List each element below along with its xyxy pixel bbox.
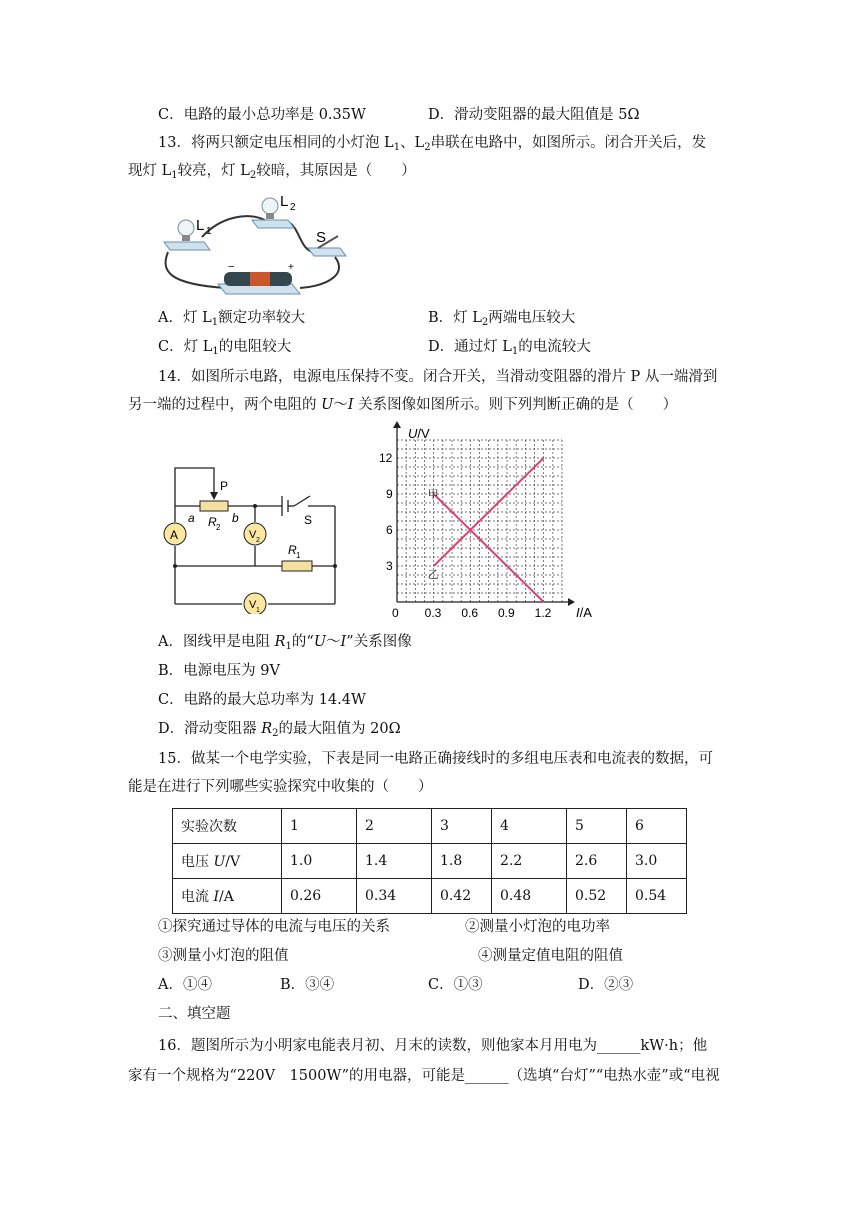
svg-text:2: 2 bbox=[256, 537, 260, 544]
q15-stem-line1: 15．做某一个电学实验，下表是同一电路正确接线时的多组电压表和电流表的数据，可 bbox=[158, 751, 713, 767]
x-tick-label: 1.2 bbox=[534, 606, 552, 620]
x-axis-label: I/A bbox=[576, 605, 592, 620]
svg-text:S: S bbox=[304, 513, 313, 527]
svg-text:2: 2 bbox=[290, 202, 296, 213]
x-tick-label: 0.3 bbox=[424, 606, 442, 620]
table-row-current: 电流 I/A 0.26 0.34 0.42 0.48 0.52 0.54 bbox=[173, 879, 687, 914]
q14-option-a: A．图线甲是电阻 $R_1$的“U～I”关系图像 bbox=[158, 634, 412, 652]
table-header-row: 实验次数 1 2 3 4 5 6 bbox=[173, 809, 687, 844]
q16-stem-line1: 16．题图所示为小明家电能表月初、月末的读数，则他家本月用电为______kW·h；他 bbox=[158, 1038, 708, 1054]
q15-item-2: ②测量小灯泡的电功率 bbox=[465, 919, 610, 935]
q14-stem-line2: 另一端的过程中，两个电阻的 U～I 关系图像如图所示。则下列判断正确的是（ ） bbox=[128, 397, 678, 413]
svg-text:P: P bbox=[220, 479, 229, 493]
section-heading: 二、填空题 bbox=[158, 1006, 231, 1022]
q16-stem-line2: 家有一个规格为“220V 1500W”的用电器，可能是______（选填“台灯”“电热水壶”或“电视 bbox=[128, 1068, 720, 1084]
svg-text:V: V bbox=[249, 599, 257, 611]
svg-text:2: 2 bbox=[216, 523, 221, 532]
y-tick-label: 3 bbox=[386, 559, 393, 573]
svg-text:A: A bbox=[170, 528, 179, 542]
y-tick-label: 9 bbox=[386, 487, 393, 501]
svg-text:R: R bbox=[208, 515, 217, 529]
blank-2[interactable]: ______ bbox=[465, 1068, 509, 1084]
svg-text:S: S bbox=[316, 229, 327, 246]
svg-text:1: 1 bbox=[256, 607, 260, 614]
series-label-2: 乙 bbox=[427, 569, 439, 581]
y-axis-label: U/V bbox=[408, 426, 430, 441]
q14-circuit-diagram bbox=[160, 462, 350, 614]
svg-text:−: − bbox=[228, 261, 235, 273]
bulb-l1-icon bbox=[178, 220, 194, 236]
table-row-voltage: 电压 U/V 1.0 1.4 1.8 2.2 2.6 3.0 bbox=[173, 844, 687, 879]
q12-option-d: D．滑动变阻器的最大阻值是 5Ω bbox=[428, 107, 640, 123]
q15-item-3: ③测量小灯泡的阻值 bbox=[158, 948, 289, 964]
resistor-r1 bbox=[282, 561, 312, 571]
svg-text:L: L bbox=[280, 193, 289, 210]
q15-stem-line2: 能是在进行下列哪些实验探究中收集的（ ） bbox=[128, 779, 433, 795]
bulb-l2-icon bbox=[262, 198, 278, 214]
q15-data-table bbox=[172, 808, 687, 914]
slider-arrow-icon bbox=[210, 492, 218, 500]
y-tick-label: 12 bbox=[379, 451, 393, 465]
q13-stem-line2: 现灯 $L_1$较亮，灯 $L_2$较暗，其原因是（ ） bbox=[128, 163, 416, 181]
q15-item-1: ①探究通过导体的电流与电压的关系 bbox=[158, 919, 390, 935]
svg-text:a: a bbox=[188, 511, 195, 525]
svg-text:b: b bbox=[232, 511, 239, 525]
series-label-1: 甲 bbox=[427, 489, 439, 501]
q13-option-d: D．通过灯 $L_1$的电流较大 bbox=[428, 339, 591, 357]
x-tick-label: 0.9 bbox=[498, 606, 515, 620]
u-i-graph bbox=[370, 418, 610, 626]
svg-text:L: L bbox=[196, 217, 205, 234]
q15-item-4: ④测量定值电阻的阻值 bbox=[478, 948, 623, 964]
q14-stem-line1: 14．如图所示电路，电源电压保持不变。闭合开关，当滑动变阻器的滑片 P 从一端滑到 bbox=[158, 369, 718, 385]
x-tick-label: 0.6 bbox=[461, 606, 479, 620]
q15-option-b: B．③④ bbox=[280, 977, 335, 993]
q13-option-a: A．灯 $L_1$额定功率较大 bbox=[158, 310, 306, 328]
svg-text:V: V bbox=[249, 529, 257, 541]
resistor-r2 bbox=[200, 501, 228, 511]
q14-option-b: B．电源电压为 9V bbox=[158, 663, 280, 679]
q15-option-d: D．②③ bbox=[578, 977, 634, 993]
q15-option-a: A．①④ bbox=[158, 977, 212, 993]
q13-circuit-figure bbox=[160, 192, 350, 300]
y-axis-arrow-icon bbox=[393, 421, 401, 428]
origin-label: 0 bbox=[392, 606, 399, 620]
svg-text:1: 1 bbox=[206, 226, 212, 237]
q13-option-b: B．灯 $L_2$两端电压较大 bbox=[428, 310, 576, 328]
svg-text:+: + bbox=[288, 262, 294, 273]
blank-1[interactable]: ______ bbox=[596, 1038, 641, 1054]
q13-option-c: C．灯 $L_1$的电阻较大 bbox=[158, 339, 292, 357]
x-axis-arrow-icon bbox=[568, 598, 575, 606]
y-tick-label: 6 bbox=[386, 523, 393, 537]
svg-text:R: R bbox=[288, 543, 297, 557]
q15-option-c: C．①③ bbox=[428, 977, 483, 993]
q13-stem-line1: 13．将两只额定电压相同的小灯泡 $L_1$、$L_2$串联在电路中，如图所示。闭合开关后，发 bbox=[158, 135, 707, 153]
q14-option-c: C．电路的最大总功率为 14.4W bbox=[158, 692, 366, 708]
q14-option-d: D．滑动变阻器 $R_2$的最大阻值为 20Ω bbox=[158, 721, 401, 739]
q12-option-c: C．电路的最小总功率是 0.35W bbox=[158, 107, 366, 123]
svg-text:1: 1 bbox=[296, 551, 301, 560]
